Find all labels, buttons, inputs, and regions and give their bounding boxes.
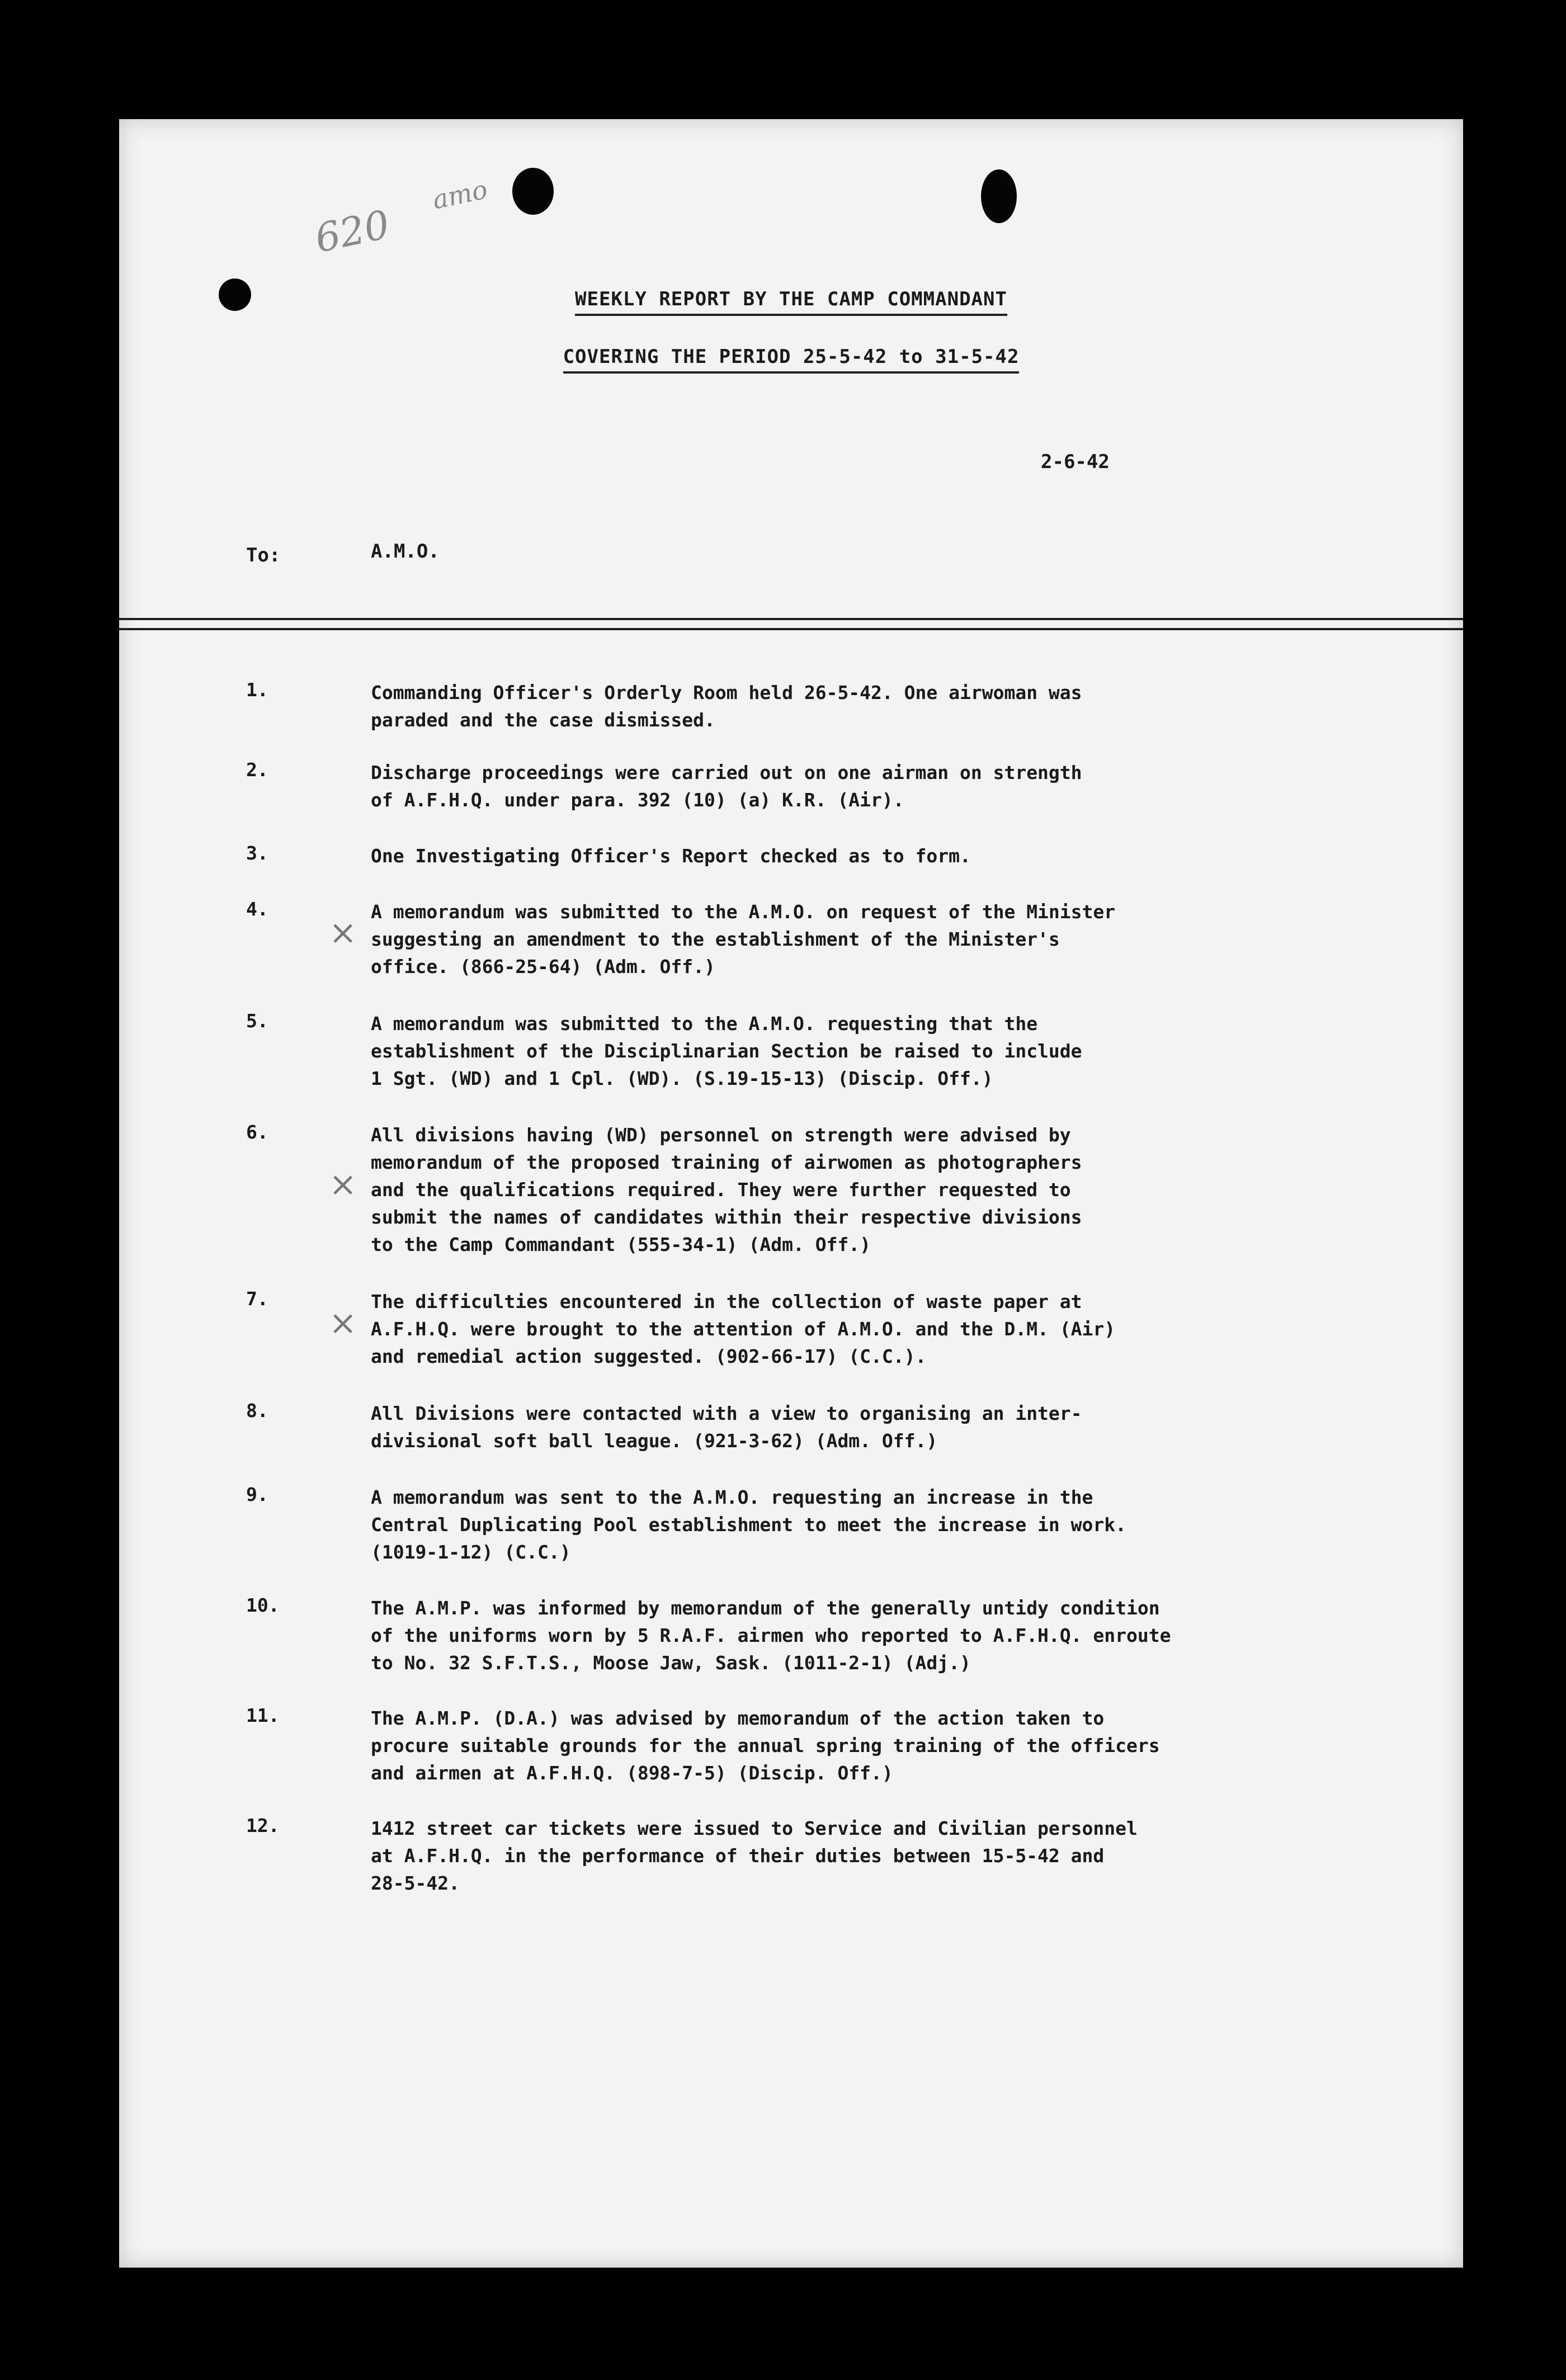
document-page xyxy=(119,119,1463,2268)
report-subtitle-text: COVERING THE PERIOD 25-5-42 to 31-5-42 xyxy=(563,346,1020,374)
item-number: 10. xyxy=(246,1594,280,1616)
item-number: 11. xyxy=(246,1704,280,1726)
handwritten-initials: amo xyxy=(430,174,490,215)
item-number: 3. xyxy=(246,842,268,864)
divider-line xyxy=(119,628,1463,630)
item-number: 6. xyxy=(246,1121,268,1143)
item-text: Commanding Officer's Orderly Room held 26-5-42. One airwoman was paraded and the case dismissed. xyxy=(371,682,1082,731)
handwritten-note: 620 xyxy=(310,201,394,262)
divider-line xyxy=(119,618,1463,620)
item-text: All Divisions were contacted with a view to organising an inter- divisional soft ball league. (921-3-62) (Adm. Off.) xyxy=(371,1402,1082,1452)
item-text: 1412 street car tickets were issued to Service and Civilian personnel at A.F.H.Q. in the performance of their duties between 15-5-42 and 28-5-42. xyxy=(371,1817,1138,1894)
report-subtitle xyxy=(119,346,1463,368)
item-number: 5. xyxy=(246,1010,268,1032)
item-text: The A.M.P. (D.A.) was advised by memorandum of the action taken to procure suitable grounds for the annual spring training of the officers and airmen at A.F.H.Q. (898-7-5) (Discip. Off.) xyxy=(371,1707,1160,1784)
item-number: 8. xyxy=(246,1400,268,1422)
report-title-text: WEEKLY REPORT BY THE CAMP COMMANDANT xyxy=(575,288,1007,316)
item-number: 12. xyxy=(246,1815,280,1836)
item-text: A memorandum was submitted to the A.M.O. requesting that the establishment of the Disciplinarian Section be raised to include 1 Sgt. (WD) and 1 Cpl. (WD). (S.19-15-13) (Discip. Off.) xyxy=(371,1013,1082,1089)
item-text: The A.M.P. was informed by memorandum of the generally untidy condition of the uniforms worn by 5 R.A.F. airmen who reported to A.F.H.Q. enroute to No. 32 S.F.T.S., Moose Jaw, Sask. (1011-2-1) (Adj.) xyxy=(371,1597,1171,1674)
punch-hole xyxy=(981,169,1017,223)
item-number: 7. xyxy=(246,1288,268,1310)
to-label: To: xyxy=(246,544,281,566)
item-number: 2. xyxy=(246,759,268,781)
check-mark-icon: × xyxy=(329,1304,357,1343)
item-number: 1. xyxy=(246,679,268,701)
to-recipient: A.M.O. xyxy=(371,540,440,563)
report-title xyxy=(119,288,1463,310)
check-mark-icon: × xyxy=(329,1165,357,1204)
item-number: 4. xyxy=(246,898,268,920)
item-text: One Investigating Officer's Report checked as to form. xyxy=(371,845,971,867)
check-mark-icon: × xyxy=(329,913,357,952)
item-text: A memorandum was submitted to the A.M.O. on request of the Minister suggesting an amendment to the establishment of the Minister's office. (866-25-64) (Adm. Off.) xyxy=(371,901,1116,978)
item-text: A memorandum was sent to the A.M.O. requesting an increase in the Central Duplicating Pool establishment to meet the increase in work. (1019-1-12) (C.C.) xyxy=(371,1486,1127,1563)
item-text: The difficulties encountered in the collection of waste paper at A.F.H.Q. were brought to the attention of A.M.O. and the D.M. (Air) and remedial action suggested. (902-66-17) (C.C.). xyxy=(371,1291,1116,1367)
item-text: All divisions having (WD) personnel on strength were advised by memorandum of the proposed training of airwomen as photographers and the qualifications required. They were further requested to submit the names of candidates within their respective divisions to the Camp Commandant (555-34-1) (Adm. Off.) xyxy=(371,1124,1082,1255)
item-text: Discharge proceedings were carried out on one airman on strength of A.F.H.Q. under para. 392 (10) (a) K.R. (Air). xyxy=(371,762,1082,811)
item-number: 9. xyxy=(246,1484,268,1505)
punch-hole xyxy=(512,168,554,215)
report-date: 2-6-42 xyxy=(1041,451,1110,473)
